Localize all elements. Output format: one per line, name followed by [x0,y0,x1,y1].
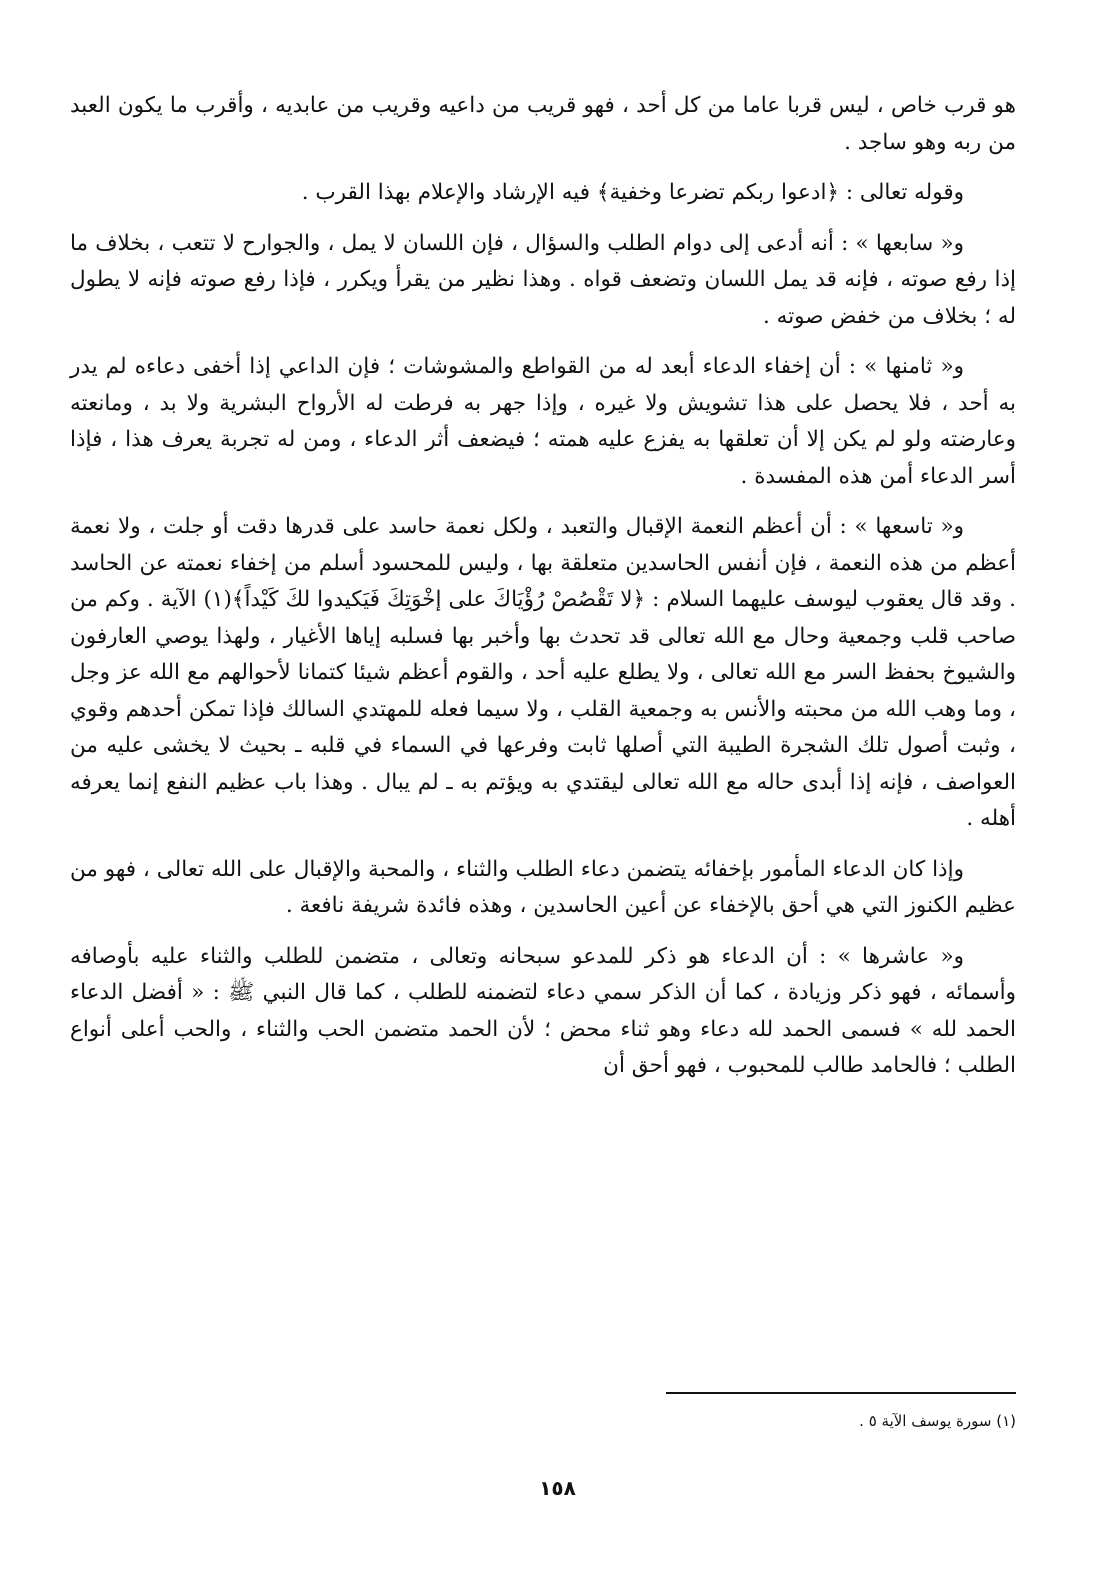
paragraph-4: و« ثامنها » : أن إخفاء الدعاء أبعد له من القواطع والمشوشات ؛ فإن الداعي إذا أخفى دعاءه لم يدر به أحد ، فلا يحصل على هذا تشويش ولا غيره ، وإذا جهر به فرطت له الأرواح البشرية ولا بد ، ومانعته وعارضته ولو لم يكن إلا أن تعلقها به يفزع عليه همته ؛ فيضعف أثر الدعاء ، ومن له تجربة يعرف هذا ، فإذا أسر الدعاء أمن هذه المفسدة . [70,354,1016,489]
paragraph-5: و« تاسعها » : أن أعظم النعمة الإقبال والتعبد ، ولكل نعمة حاسد على قدرها دقت أو جلت ، ولا نعمة أعظم من هذه النعمة ، فإن أنفس الحاسدين متعلقة بها ، وليس للمحسود أسلم من إخفاء نعمته عن الحاسد . وقد قال يعقوب ليوسف عليهما السلام : ﴿لا تَقْصُصْ رُؤْيَاكَ على إخْوَتِكَ فَيَكيدوا لكَ كَيْداً﴾(١) الآية . وكم من صاحب قلب وجمعية وحال مع الله تعالى قد تحدث بها وأخبر بها فسلبه إياها الأغيار ، ولهذا يوصي العارفون والشيوخ بحفظ السر مع الله تعالى ، ولا يطلع عليه أحد ، والقوم أعظم شيئا كتمانا لأحوالهم مع الله عز وجل ، وما وهب الله من محبته والأنس به وجمعية القلب ، ولا سيما فعله للمهتدي السالك فإذا تمكن أحدهم وقوي ، وثبت أصول تلك الشجرة الطيبة التي أصلها ثابت وفرعها في السماء في قلبه ـ بحيث لا يخشى عليه من العواصف ، فإنه إذا أبدى حاله مع الله تعالى ليقتدي به ويؤتم به ـ لم يبال . وهذا باب عظيم النفع إنما يعرفه أهله . [70,514,1017,831]
paragraph-7: و« عاشرها » : أن الدعاء هو ذكر للمدعو سبحانه وتعالى ، متضمن للطلب والثناء عليه بأوصافه وأسمائه ، فهو ذكر وزيادة ، كما أن الذكر سمي دعاء لتضمنه للطلب ، كما قال النبي ﷺ : « أفضل الدعاء الحمد لله » فسمى الحمد لله دعاء وهو ثناء محض ؛ لأن الحمد متضمن الحب والثناء ، والحب أعلى أنواع الطلب ؛ فالحامد طالب للمحبوب ، فهو أحق أن [70,943,1016,1078]
paragraph-1: هو قرب خاص ، ليس قربا عاما من كل أحد ، فهو قريب من داعيه وقريب من عابديه ، وأقرب ما يكون العبد من ربه وهو ساجد . [70,93,1016,155]
page-number: ١٥٨ [539,1476,576,1500]
footnote-divider [666,1392,1016,1394]
paragraph-3: و« سابعها » : أنه أدعى إلى دوام الطلب والسؤال ، فإن اللسان لا يمل ، والجوارح لا تتعب ، بخلاف ما إذا رفع صوته ، فإنه قد يمل اللسان وتضعف قواه . وهذا نظير من يقرأ ويكرر ، فإذا رفع صوته فإنه لا يطول له ؛ بخلاف من خفض صوته . [70,230,1016,329]
paragraph-2: وقوله تعالى : ﴿ادعوا ربكم تضرعا وخفية﴾ فيه الإرشاد والإعلام بهذا القرب . [301,180,964,205]
footnote: (١) سورة يوسف الآية ٥ . [859,1412,1016,1430]
paragraph-6: وإذا كان الدعاء المأمور بإخفائه يتضمن دعاء الطلب والثناء ، والمحبة والإقبال على الله تعالى ، فهو من عظيم الكنوز التي هي أحق بالإخفاء عن أعين الحاسدين ، وهذه فائدة شريفة نافعة . [70,856,1016,918]
page-body [70,88,1016,1099]
